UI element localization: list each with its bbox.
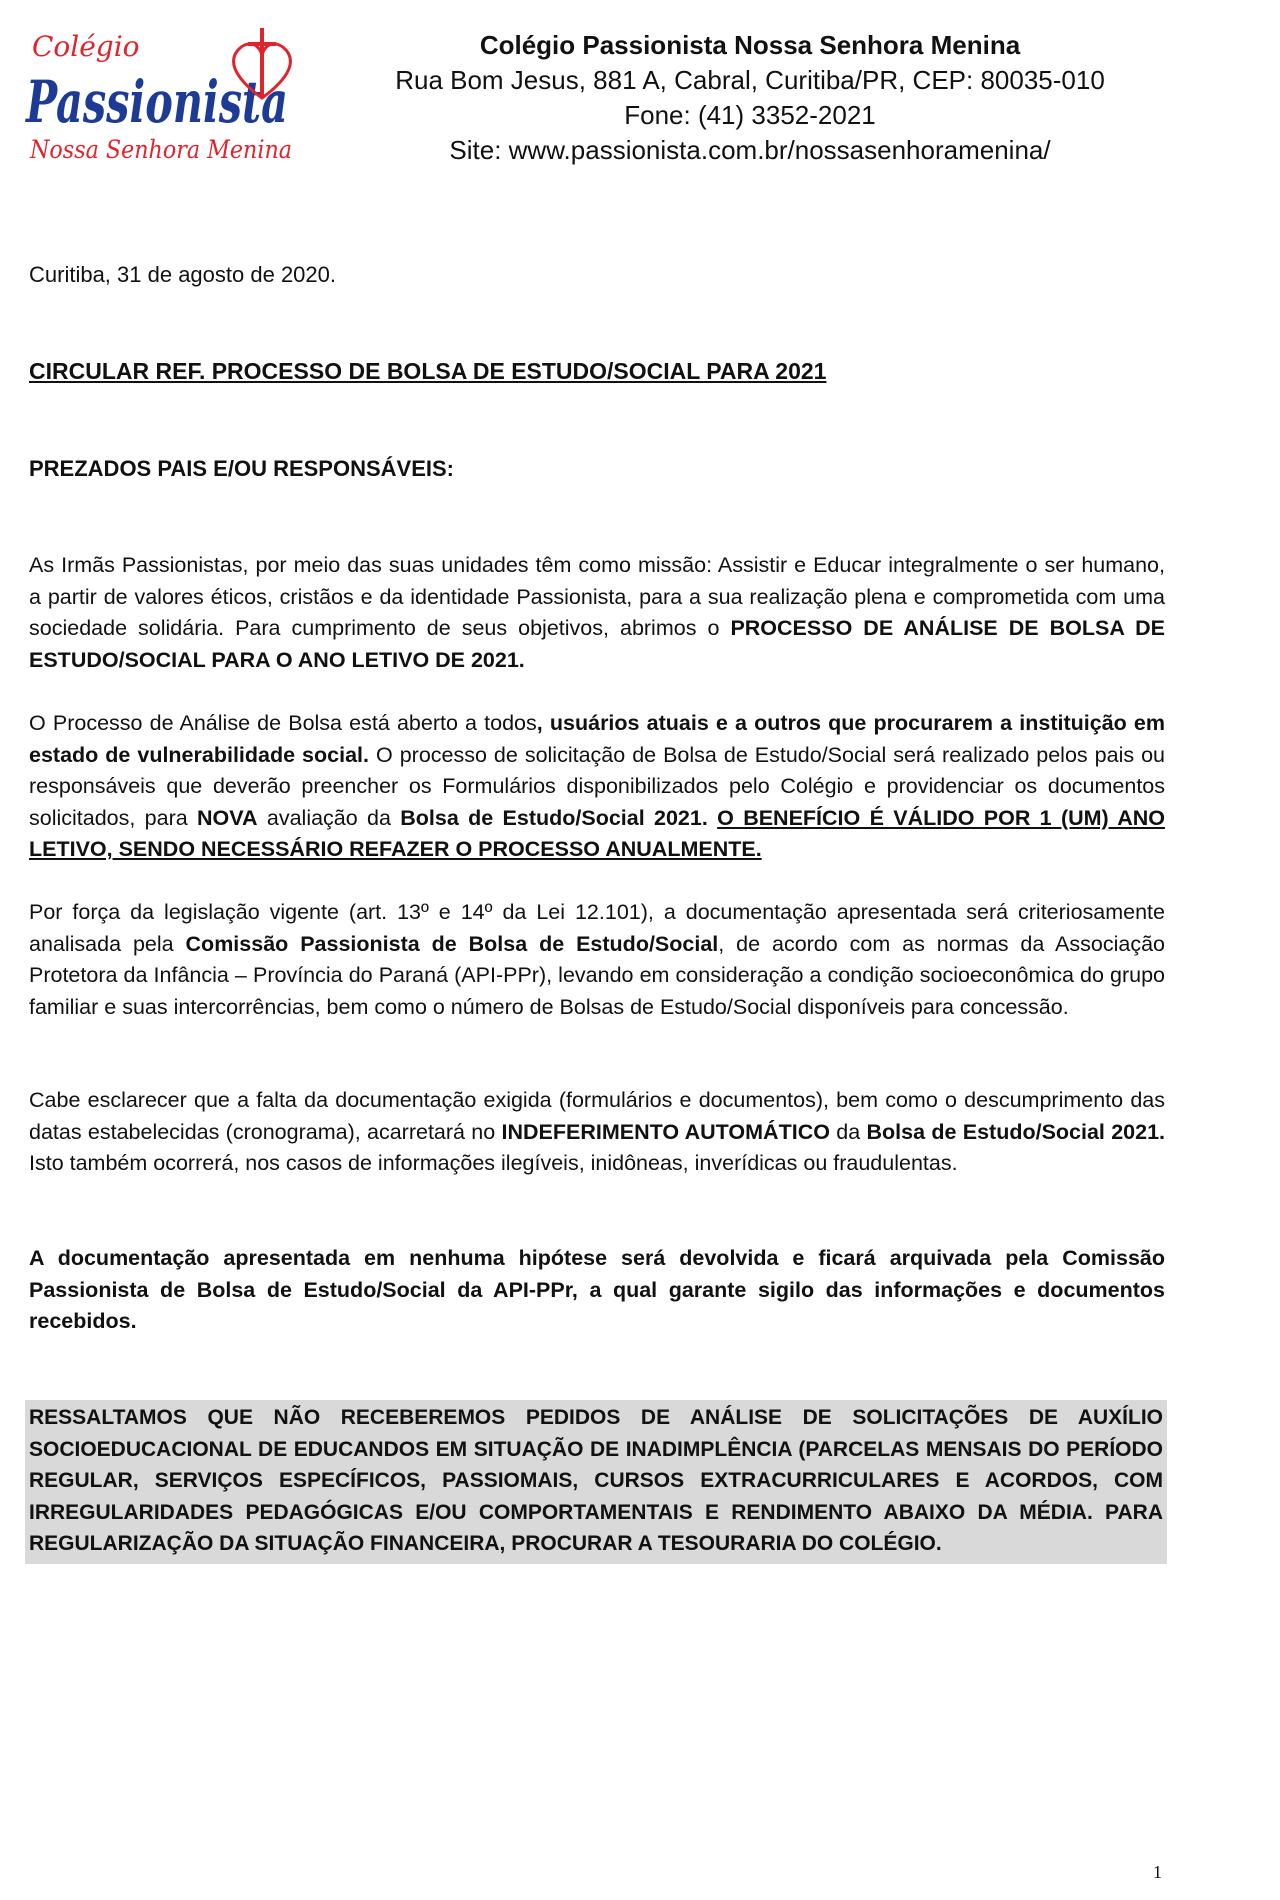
logo-word-colegio: Colégio [32, 30, 140, 63]
school-site: Site: www.passionista.com.br/nossasenhoramenina/ [449, 135, 1051, 165]
paragraph-mission [29, 550, 1165, 676]
school-address: Rua Bom Jesus, 881 A, Cabral, Curitiba/PR, CEP: 80035-010 [395, 65, 1105, 95]
paragraph-bold-text: INDEFERIMENTO AUTOMÁTICO [501, 1119, 830, 1144]
school-header-info [380, 28, 1120, 168]
letter-greeting: PREZADOS PAIS E/OU RESPONSÁVEIS: [29, 456, 455, 481]
school-logo [26, 26, 326, 166]
paragraph-text: , de acordo com as normas da Associação Protetora da Infância – Província do Paraná (API-PPr), levando em consideração a condição socioeconômica do grupo familiar e suas intercorrências, bem como o número de Bolsas de Estudo/Social disponíveis para concessão. [29, 931, 1165, 1019]
notice-box [25, 1400, 1167, 1564]
paragraph-text: O Processo de Análise de Bolsa está aberto a todos [29, 711, 537, 735]
paragraph-documentation [29, 1085, 1165, 1180]
paragraph-bold-text: Bolsa de Estudo/Social 2021. [400, 805, 708, 830]
paragraph-process [29, 708, 1165, 866]
school-phone: Fone: (41) 3352-2021 [624, 100, 876, 130]
paragraph-text: avaliação da [257, 805, 401, 830]
paragraph-archive: A documentação apresentada em nenhuma hipótese será devolvida e ficará arquivada pela Comissão Passionista de Bolsa de Estudo/Social da API-PPr, a qual garante sigilo das informações e documentos recebidos. [29, 1246, 1165, 1333]
paragraph-text [708, 806, 717, 830]
letter-subject: CIRCULAR REF. PROCESSO DE BOLSA DE ESTUDO/SOCIAL PARA 2021 [29, 358, 827, 384]
paragraph-text: Isto também ocorrerá, nos casos de informações ilegíveis, inidôneas, inverídicas ou fraudulentas. [29, 1151, 958, 1175]
school-name: Colégio Passionista Nossa Senhora Menina [479, 30, 1021, 60]
notice-text: RESSALTAMOS QUE NÃO RECEBEREMOS PEDIDOS DE ANÁLISE DE SOLICITAÇÕES DE AUXÍLIO SOCIOEDUCACIONAL DE EDUCANDOS EM SITUAÇÃO DE INADIMPLÊNCIA (PARCELAS MENSAIS DO PERÍODO REGULAR, SERVIÇOS ESPECÍFICOS, PASSIOMAIS, CURSOS EXTRACURRICULARES E ACORDOS, COM IRREGULARIDADES PEDAGÓGICAS E/OU COMPORTAMENTAIS E RENDIMENTO ABAIXO DA MÉDIA. PARA REGULARIZAÇÃO DA SITUAÇÃO FINANCEIRA, PROCURAR A TESOURARIA DO COLÉGIO. [29, 1406, 1163, 1555]
paragraph-text: Cabe esclarecer que a falta da documentação exigida (formulários e documentos), bem como o descumprimento das datas estabelecidas (cronograma), acarretará no [29, 1088, 1165, 1144]
paragraph-bold-text: PROCESSO DE ANÁLISE DE BOLSA DE ESTUDO/SOCIAL PARA O ANO LETIVO DE 2021. [29, 616, 1165, 672]
paragraph-text: da [829, 1119, 867, 1144]
logo-word-nossa-senhora-menina: Nossa Senhora Menina [29, 135, 292, 164]
page-number: 1 [1153, 1862, 1162, 1882]
paragraph-bold-text: , usuários atuais e a outros que procurarem a instituição em estado de vulnerabilidade social. [29, 711, 1166, 767]
paragraph-bold-text: Bolsa de Estudo/Social 2021. [866, 1119, 1166, 1144]
paragraph-bold-text: Comissão Passionista de Bolsa de Estudo/Social [185, 931, 719, 956]
school-logo-graphic [26, 26, 326, 166]
paragraph-legislation [29, 897, 1165, 1023]
paragraph-text: O processo de solicitação de Bolsa de Estudo/Social será realizado pelos pais ou responsáveis que deverão preencher os Formulários disponibilizados pelo Colégio e providenciar os documentos solicitados, para [29, 742, 1165, 830]
paragraph-bold-text: NOVA [197, 805, 258, 830]
paragraph-text: As Irmãs Passionistas, por meio das suas unidades têm como missão: Assistir e Educar integralmente o ser humano, a partir de valores éticos, cristãos e da identidade Passionista, para a sua realização plena e comprometida com uma sociedade solidária. Para cumprimento de seus objetivos, abrimos o [29, 553, 1165, 640]
letter-date: Curitiba, 31 de agosto de 2020. [29, 262, 337, 287]
paragraph-text: Por força da legislação vigente (art. 13º e 14º da Lei 12.101), a documentação apresentada será criteriosamente analisada pela [29, 900, 1165, 956]
paragraph-bold-underlined-text: O BENEFÍCIO É VÁLIDO POR 1 (UM) ANO LETIVO, SENDO NECESSÁRIO REFAZER O PROCESSO ANUALMENTE. [29, 805, 1165, 861]
logo-word-passionista: Passionista [24, 68, 289, 136]
